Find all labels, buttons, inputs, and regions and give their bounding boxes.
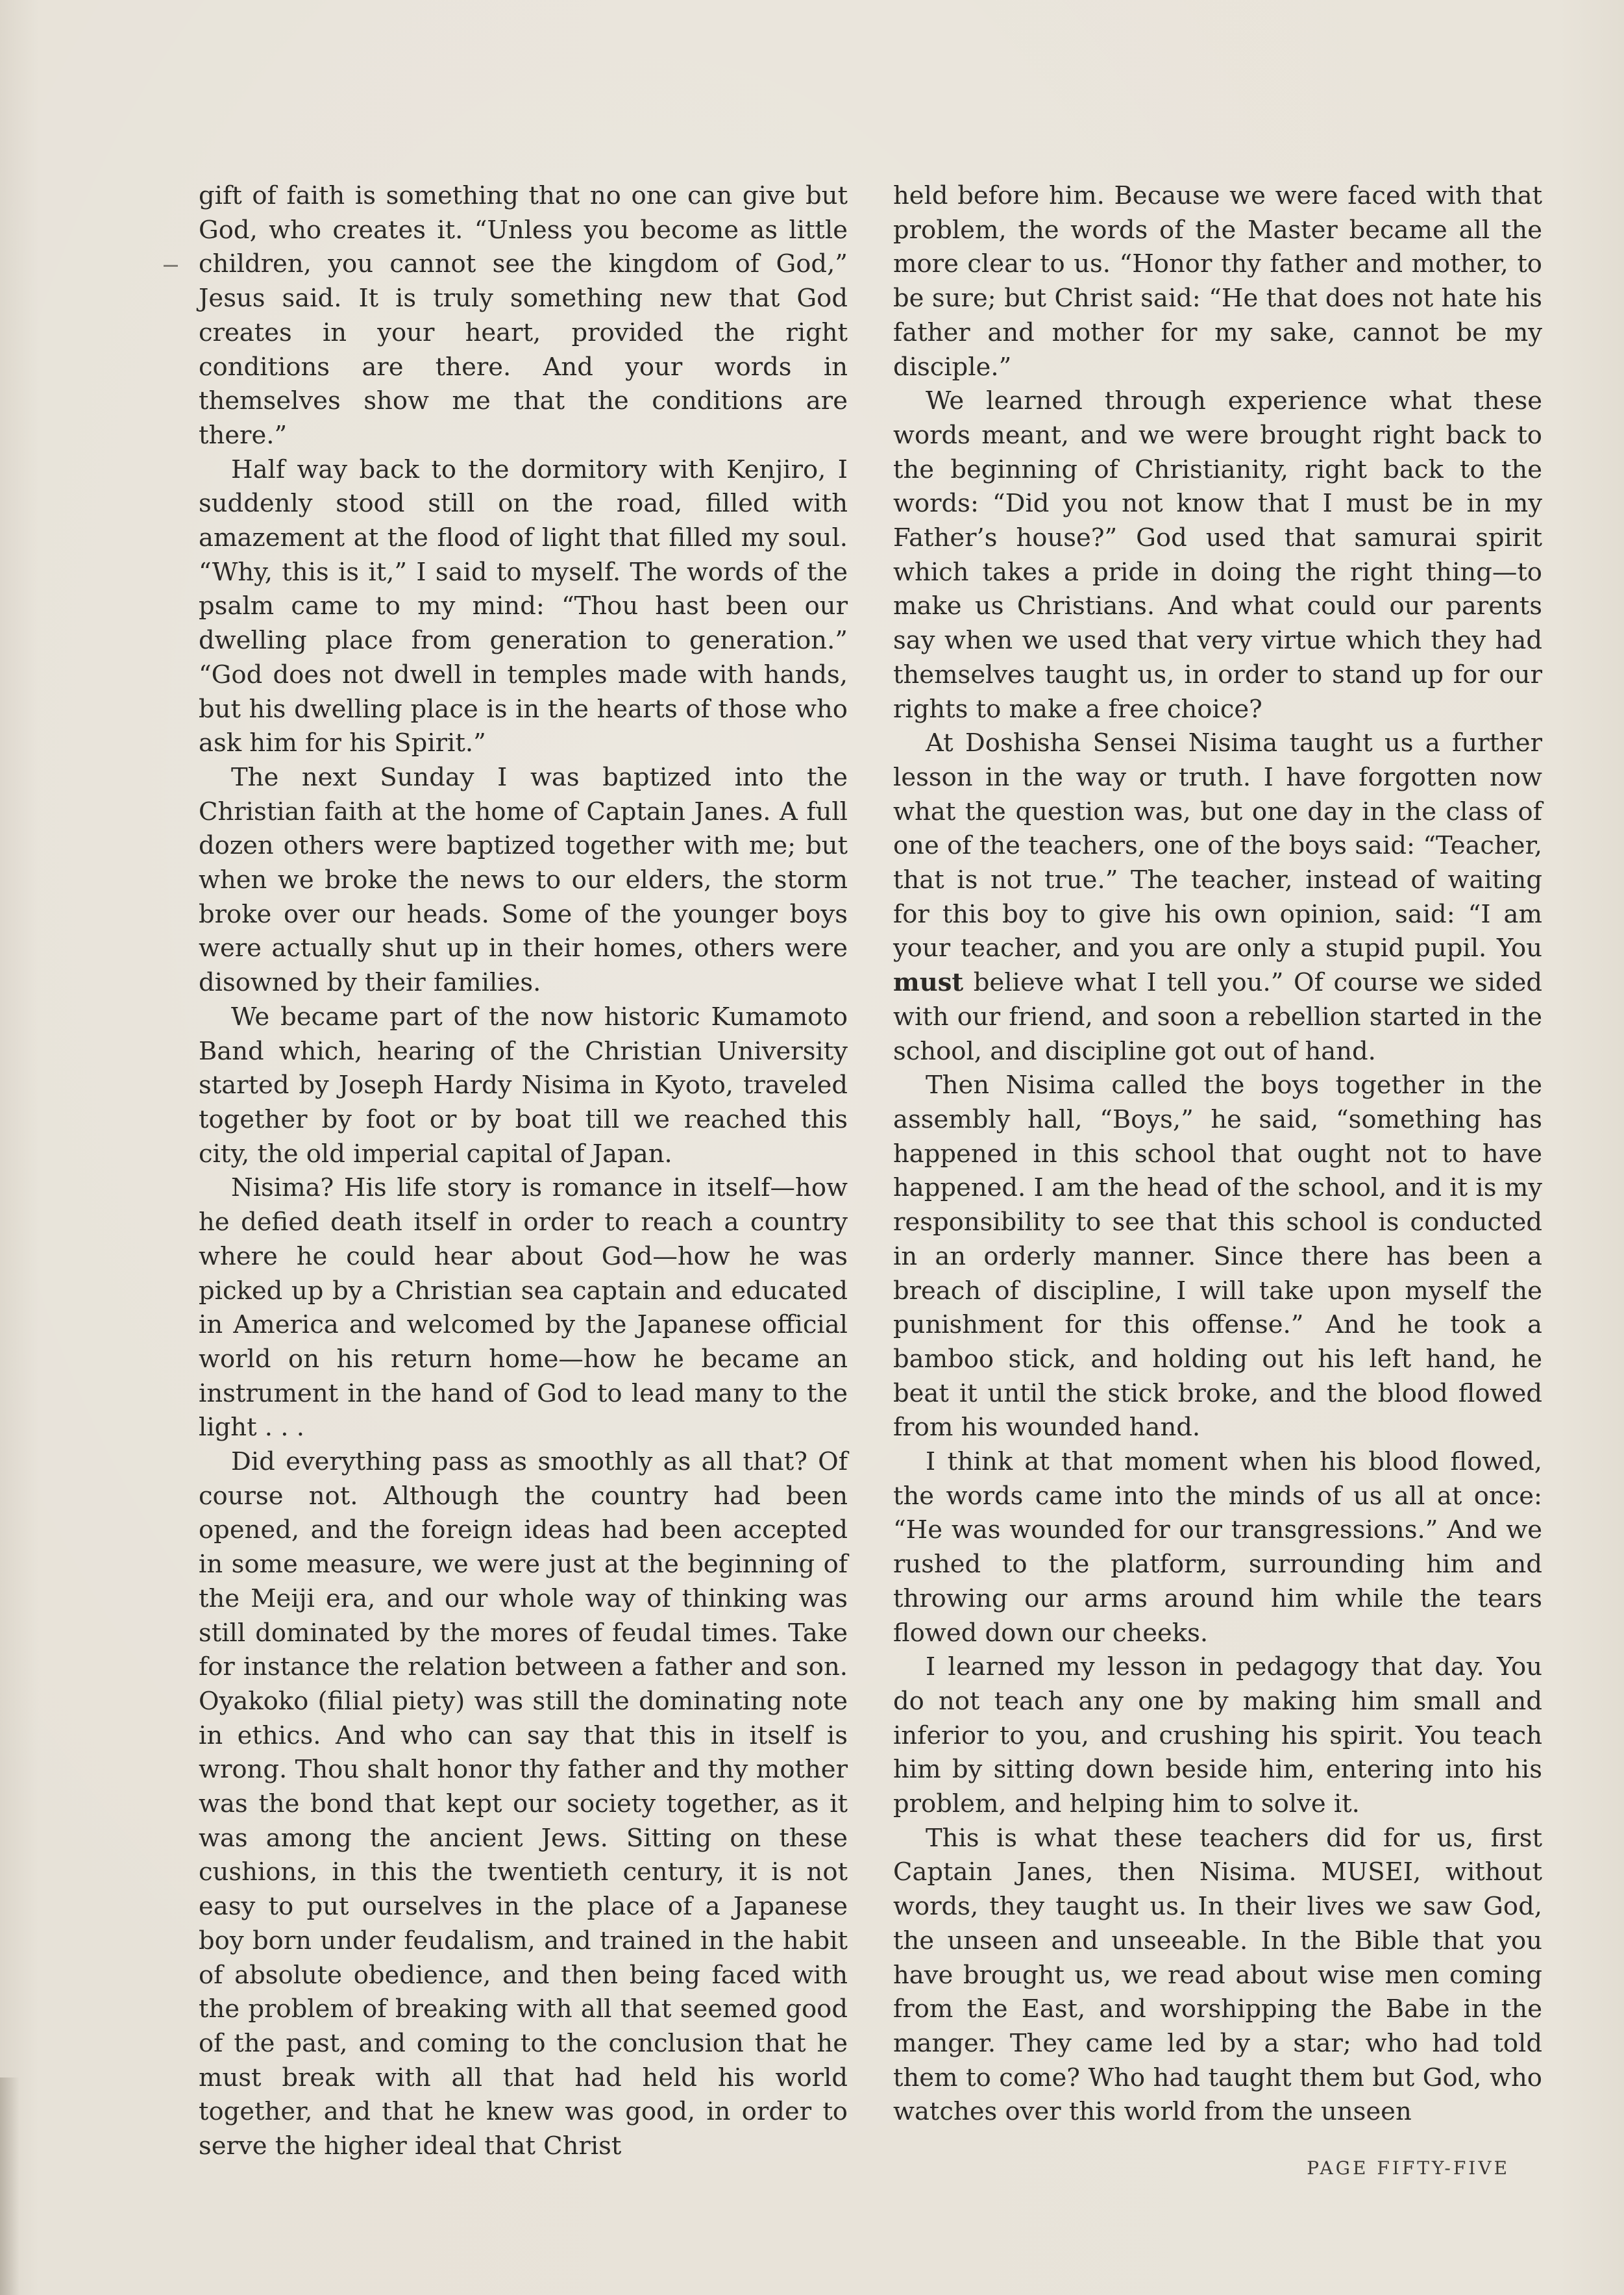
emphasis-must: must (893, 968, 964, 998)
paragraph-feudal-times: Did everything pass as smoothly as all that? Of course not. Although the country had been opened, and the foreign ideas had been accepted in some measure, we were just at the beginning of the Meiji era, and our whole way of thinking was still dominated by the mores of feudal times. Take for instance the relation between a father and son. Oyakoko (filial piety) was still the dominating note in ethics. And who can say that this in itself is wrong. Thou shalt honor thy father and thy mother was the bond that kept our society together, as it was among the ancient Jews. Sitting on these cushions, in this the twentieth century, it is not easy to put ourselves in the place of a Japanese boy born under feudalism, and trained in the habit of absolute obedience, and then being faced with the problem of breaking with all that seemed good of the past, and coming to the conclusion that he must break with all that had held his world together, and that he knew was good, in order to serve the higher ideal that Christ (199, 1447, 848, 2161)
paragraph-doshisha-part-2: believe what I tell you.” Of course we sided with our friend, and soon a rebellion started in the school, and discipline got out of hand. (893, 968, 1542, 1066)
paragraph-experience: We learned through experience what these words meant, and we were brought right back to the beginning of Christianity, right back to the words: “Did you not know that I must be in my Father’s house?” God used that samurai spirit which takes a pride in doing the right thing—to make us Christians. And what could our parents say when we used that very virtue which they had themselves taught us, in order to stand up for our rights to make a free choice? (893, 386, 1542, 724)
right-text-column (893, 179, 1542, 2129)
paragraph-nisima-story: Nisima? His life story is romance in itself—how he defied death itself in order to reach a country where he could hear about God—how he was picked up by a Christian sea captain and educated in America and welcomed by the Japanese official world on his return home—how he became an instrument in the hand of God to lead many to the light . . . (199, 1173, 848, 1443)
paragraph-doshisha (893, 726, 1542, 1069)
page-edge-stain (0, 2078, 19, 2295)
paragraph-blood-flowed: I think at that moment when his blood flowed, the words came into the minds of us all at once: “He was wounded for our transgressions.” And we rushed to the platform, surrounding him and throwing our arms around him while the tears flowed down our cheeks. (893, 1447, 1542, 1648)
paragraph-pedagogy: I learned my lesson in pedagogy that day. You do not teach any one by making him small and inferior to you, and crushing his spirit. You teach him by sitting down beside him, entering into his problem, and helping him to solve it. (893, 1652, 1542, 1819)
paragraph-continued: gift of faith is something that no one can give but God, who creates it. “Unless you become as little children, you cannot see the kingdom of God,” Jesus said. It is truly something new that God creates in your heart, provided the right conditions are there. And your words in themselves show me that the conditions are there.” (199, 181, 848, 450)
left-text-column (199, 179, 848, 2164)
paragraph-baptism: The next Sunday I was baptized into the Christian faith at the home of Captain Janes. A full dozen others were baptized together with me; but when we broke the news to our elders, the storm broke over our heads. Some of the younger boys were actually shut up in their homes, others were disowned by their families. (199, 762, 848, 998)
paragraph-doshisha-part-1: At Doshisha Sensei Nisima taught us a further lesson in the way or truth. I have forgotten now what the question was, but one day in the class of one of the teachers, one of the boys said: “Teacher, that is not true.” The teacher, instead of waiting for this boy to give his own opinion, said: “I am your teacher, and you are only a stupid pupil. You (893, 728, 1542, 963)
paragraph-dormitory: Half way back to the dormitory with Kenjiro, I suddenly stood still on the road, filled with amazement at the flood of light that filled my soul. “Why, this is it,” I said to myself. The words of the psalm came to my mind: “Thou hast been our dwelling place from generation to generation.” “God does not dwell in temples made with hands, but his dwelling place is in the hearts of those who ask him for his Spirit.” (199, 454, 848, 758)
paragraph-kumamoto-band: We became part of the now historic Kumamoto Band which, hearing of the Christian University started by Joseph Hardy Nisima in Kyoto, traveled together by foot or by boat till we reached this city, the old imperial capital of Japan. (199, 1002, 848, 1169)
margin-pencil-mark (164, 265, 178, 267)
page-number: PAGE FIFTY-FIVE (1307, 2157, 1510, 2179)
paragraph-teachers: This is what these teachers did for us, first Captain Janes, then Nisima. MUSEI, without words, they taught us. In their lives we saw God, the unseen and unseeable. In the Bible that you have brought us, we read about wise men coming from the East, and worshipping the Babe in the manger. They came led by a star; who had told them to come? Who had taught them but God, who watches over this world from the unseen (893, 1823, 1542, 2127)
paragraph-continued-right: held before him. Because we were faced with that problem, the words of the Master became all the more clear to us. “Honor thy father and mother, to be sure; but Christ said: “He that does not hate his father and mother for my sake, cannot be my disciple.” (893, 181, 1542, 382)
paragraph-assembly-hall: Then Nisima called the boys together in the assembly hall, “Boys,” he said, “something has happened in this school that ought not to have happened. I am the head of the school, and it is my responsibility to see that this school is conducted in an orderly manner. Since there has been a breach of discipline, I will take upon myself the punishment for this offense.” And he took a bamboo stick, and holding out his left hand, he beat it until the stick broke, and the blood flowed from his wounded hand. (893, 1071, 1542, 1443)
